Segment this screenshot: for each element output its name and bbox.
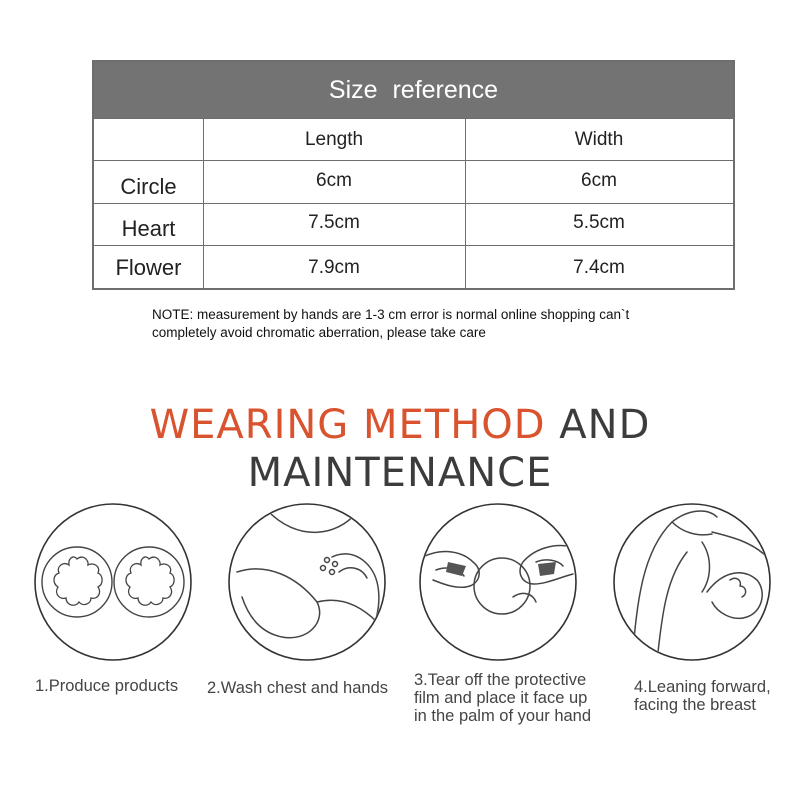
row-name: Heart — [121, 216, 176, 241]
size-reference-table — [92, 60, 735, 290]
note-line-2: completely avoid chromatic aberration, please take care — [152, 325, 486, 340]
heading-and: AND — [545, 402, 651, 448]
header-cell-width: Width — [574, 129, 624, 150]
table-title: Size reference — [94, 62, 733, 118]
table-row — [94, 160, 733, 204]
lean-forward-icon — [612, 502, 772, 662]
row-name: Circle — [120, 173, 177, 199]
step-3-label: 3.Tear off the protective film and place it face up in the palm of your hand — [414, 671, 592, 725]
column-divider — [465, 118, 466, 290]
table-row — [94, 203, 733, 246]
row-width: 6cm — [581, 169, 617, 191]
column-divider — [203, 118, 204, 290]
section-heading-line-1 — [0, 402, 800, 448]
step-2-label: 2.Wash chest and hands — [207, 679, 389, 697]
measurement-note — [152, 306, 712, 342]
heading-accent: WEARING METHOD — [149, 402, 546, 448]
table-header-row — [94, 118, 733, 161]
row-length: 7.5cm — [308, 212, 360, 233]
row-width: 5.5cm — [573, 212, 625, 233]
flower-pads-icon — [33, 502, 193, 662]
row-length: 7.9cm — [308, 256, 360, 278]
row-width: 7.4cm — [573, 256, 625, 278]
step-1-label: 1.Produce products — [35, 677, 179, 695]
header-cell-length: Length — [304, 129, 364, 150]
hands-tear-film-icon — [418, 502, 578, 662]
step-4-label: 4.Leaning forward, facing the breast — [634, 678, 771, 714]
table-body — [94, 118, 733, 288]
table-row — [94, 245, 733, 289]
row-length: 6cm — [316, 169, 352, 191]
wash-chest-icon — [227, 502, 387, 662]
header-cell-empty — [94, 119, 203, 161]
section-heading-line-2: MAINTENANCE — [247, 450, 553, 496]
note-line-1: NOTE: measurement by hands are 1-3 cm error is normal online shopping can`t — [152, 307, 630, 322]
row-name: Flower — [115, 254, 182, 280]
